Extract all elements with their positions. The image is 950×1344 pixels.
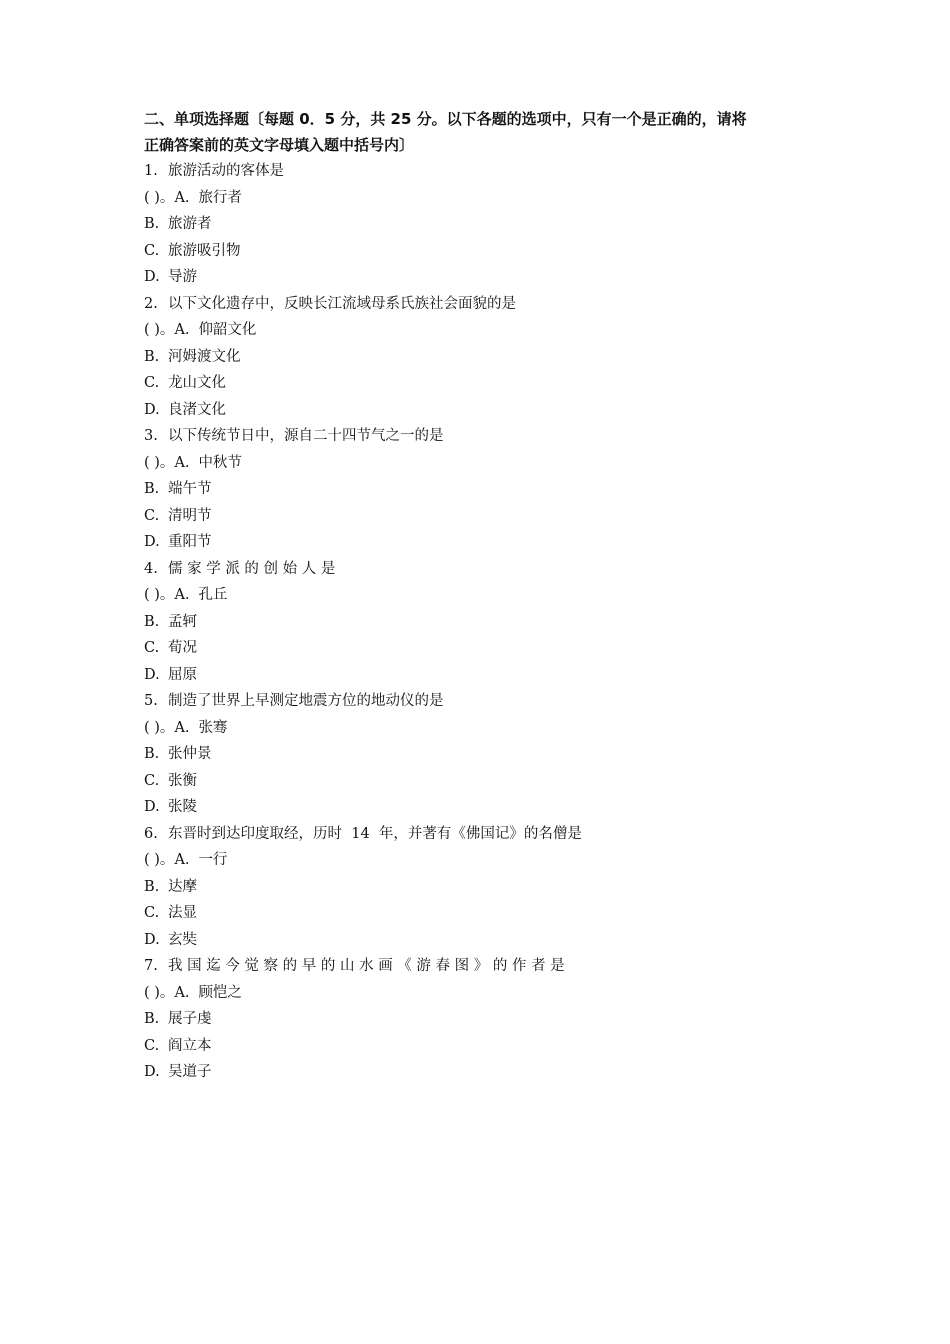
option-letter: A. — [174, 984, 190, 1001]
option-b — [144, 476, 804, 503]
option-text: 屈原 — [168, 666, 197, 683]
option-letter: B. — [144, 878, 160, 895]
question-item — [144, 953, 804, 1086]
option-letter: B. — [144, 348, 160, 365]
question-number: 2. — [144, 295, 158, 312]
question-stem-text: 我 国 迄 今 觉 察 的 早 的 山 水 画 《 游 春 图 》 的 作 者 是 — [168, 958, 565, 974]
option-text: 良渚文化 — [168, 401, 226, 418]
option-d — [144, 794, 804, 821]
option-text: 中秋节 — [198, 454, 242, 471]
option-c — [144, 503, 804, 530]
option-text: 龙山文化 — [168, 375, 226, 391]
option-text: 导游 — [168, 269, 197, 285]
option-text: 阎立本 — [168, 1037, 212, 1054]
question-stem — [144, 158, 804, 185]
option-d — [144, 529, 804, 556]
option-c — [144, 900, 804, 927]
option-letter: A. — [174, 852, 190, 868]
answer-blank: ( )。 — [144, 189, 175, 206]
option-c — [144, 635, 804, 662]
option-letter: C. — [144, 507, 160, 524]
option-letter: D. — [144, 1064, 160, 1080]
option-letter: B. — [144, 216, 160, 232]
option-text: 河姆渡文化 — [168, 348, 241, 365]
question-number: 7. — [144, 958, 158, 974]
option-text: 一行 — [198, 852, 228, 868]
question-stem-text: 以下文化遗存中，反映长江流域母系氏族社会面貌的是 — [168, 295, 516, 312]
option-text: 荀况 — [168, 640, 197, 656]
option-text: 吴道子 — [168, 1064, 212, 1080]
answer-blank: ( )。 — [144, 454, 175, 471]
option-letter: A. — [174, 189, 190, 206]
option-b — [144, 1006, 804, 1033]
question-item — [144, 291, 804, 424]
option-letter: C. — [144, 905, 160, 921]
option-text: 法显 — [168, 905, 197, 921]
option-letter: D. — [144, 666, 160, 683]
option-letter: C. — [144, 1037, 160, 1054]
option-letter: B. — [144, 746, 160, 762]
question-stem-text: 以下传统节日中，源自二十四节气之一的是 — [168, 428, 444, 444]
option-letter: D. — [144, 799, 160, 815]
answer-blank: ( )。 — [144, 984, 175, 1001]
option-a — [144, 980, 804, 1007]
option-letter: C. — [144, 772, 160, 789]
option-d — [144, 264, 804, 291]
option-d — [144, 1059, 804, 1086]
option-letter: B. — [144, 1011, 160, 1027]
option-a — [144, 847, 804, 874]
section-header — [144, 106, 804, 158]
option-a — [144, 317, 804, 344]
option-a — [144, 450, 804, 477]
option-b — [144, 211, 804, 238]
question-stem — [144, 688, 804, 715]
question-number: 5. — [144, 693, 158, 709]
question-stem — [144, 556, 804, 583]
option-text: 展子虔 — [168, 1011, 212, 1027]
option-text: 张仲景 — [168, 746, 212, 762]
option-c — [144, 370, 804, 397]
question-item — [144, 688, 804, 821]
option-letter: A. — [174, 322, 190, 338]
option-letter: D. — [144, 401, 160, 418]
option-text: 清明节 — [168, 507, 212, 524]
answer-blank: ( )。 — [144, 719, 175, 736]
question-item — [144, 158, 804, 291]
option-text: 达摩 — [168, 878, 197, 895]
question-stem-text: 东晋时到达印度取经，历时 14 年，并著有《佛国记》的名僧是 — [168, 825, 582, 842]
option-text: 重阳节 — [168, 534, 212, 550]
option-letter: D. — [144, 931, 160, 948]
question-stem-text: 旅游活动的客体是 — [168, 163, 284, 179]
option-a — [144, 715, 804, 742]
option-d — [144, 927, 804, 954]
option-text: 顾恺之 — [198, 984, 242, 1001]
option-b — [144, 741, 804, 768]
question-number: 4. — [144, 560, 158, 577]
option-text: 张陵 — [168, 799, 197, 815]
option-text: 玄奘 — [168, 931, 197, 948]
question-stem-text: 制造了世界上早测定地震方位的地动仪的是 — [168, 693, 444, 709]
answer-blank: ( )。 — [144, 322, 175, 338]
option-text: 旅游吸引物 — [168, 242, 241, 259]
option-text: 旅游者 — [168, 216, 212, 232]
option-text: 端午节 — [168, 481, 212, 497]
option-d — [144, 397, 804, 424]
section-title-line-1: 二、单项选择题〔每题 0．5 分，共 25 分。以下各题的选项中，只有一个是正确的，请将 — [144, 110, 747, 128]
option-letter: D. — [144, 269, 160, 285]
option-letter: D. — [144, 534, 160, 550]
option-text: 张骞 — [198, 719, 228, 736]
option-c — [144, 1033, 804, 1060]
option-letter: A. — [174, 719, 190, 736]
question-number: 3. — [144, 428, 158, 444]
option-b — [144, 344, 804, 371]
question-number: 1. — [144, 163, 158, 179]
option-text: 仰韶文化 — [198, 322, 257, 338]
option-c — [144, 768, 804, 795]
option-a — [144, 185, 804, 212]
option-letter: B. — [144, 481, 160, 497]
option-letter: A. — [174, 454, 190, 471]
question-stem-text: 儒 家 学 派 的 创 始 人 是 — [168, 560, 336, 577]
option-d — [144, 662, 804, 689]
option-letter: C. — [144, 242, 160, 259]
option-c — [144, 238, 804, 265]
option-b — [144, 609, 804, 636]
option-text: 张衡 — [168, 772, 197, 789]
option-letter: A. — [174, 587, 190, 603]
question-stem — [144, 953, 804, 980]
question-item — [144, 821, 804, 954]
document-page — [144, 106, 804, 1086]
question-stem — [144, 291, 804, 318]
option-letter: B. — [144, 613, 160, 630]
section-title-line-2: 正确答案前的英文字母填入题中括号内〕 — [144, 136, 415, 154]
option-b — [144, 874, 804, 901]
question-item — [144, 423, 804, 556]
question-number: 6. — [144, 825, 158, 842]
option-letter: C. — [144, 640, 160, 656]
option-text: 孟轲 — [168, 613, 197, 630]
option-letter: C. — [144, 375, 160, 391]
question-stem — [144, 423, 804, 450]
answer-blank: ( )。 — [144, 852, 175, 868]
option-text: 孔丘 — [198, 587, 228, 603]
question-list — [144, 158, 804, 1086]
question-stem — [144, 821, 804, 848]
option-a — [144, 582, 804, 609]
option-text: 旅行者 — [198, 189, 242, 206]
answer-blank: ( )。 — [144, 587, 175, 603]
question-item — [144, 556, 804, 689]
